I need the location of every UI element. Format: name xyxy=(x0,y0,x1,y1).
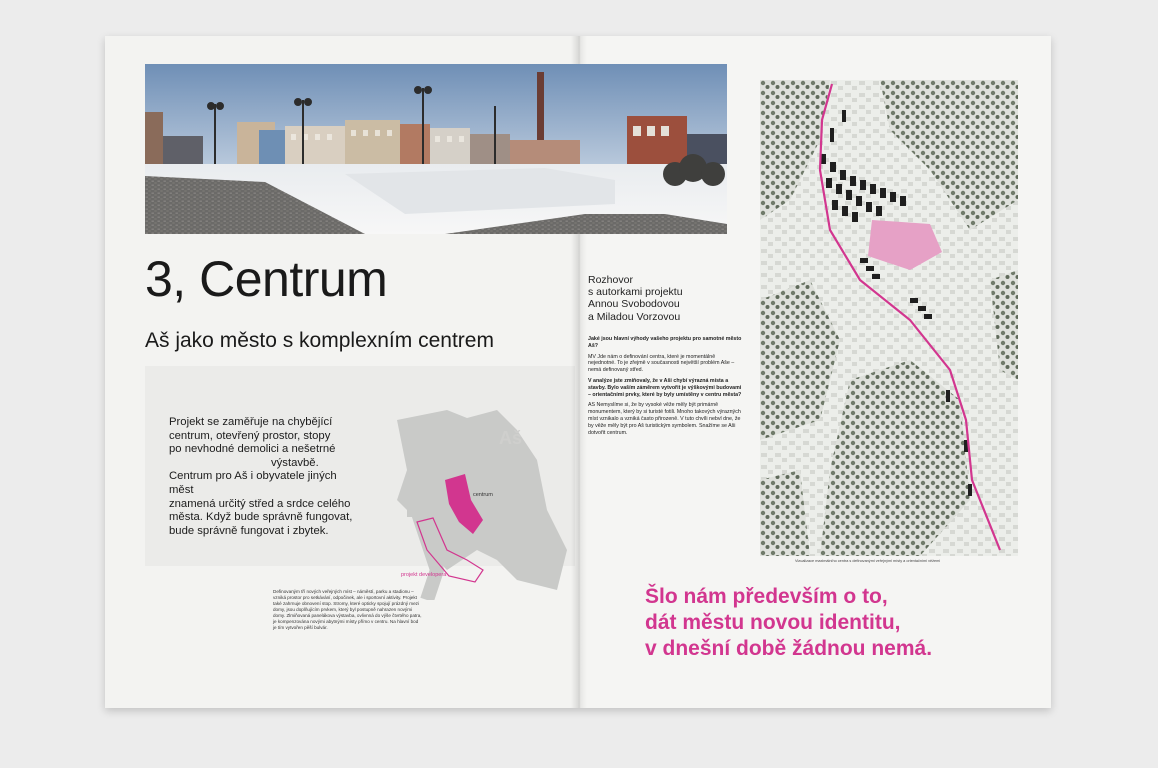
interview-title xyxy=(588,274,718,323)
interview-answer: MV Jde nám o definování centra, které je momentálně nejednotné. To je zřejmě v současnosti největší problém Aše – nemá definovaný střed. xyxy=(588,353,735,374)
caption-line: je tím vytvořen pěší bulvár. xyxy=(273,625,328,630)
map-caption-left xyxy=(273,589,423,631)
pull-quote-line: Šlo nám především o to, xyxy=(645,585,888,608)
caption-line: vzniká prostor pro setkávání, odpočinek, ale i sportovní aktivity. Projekt xyxy=(273,595,417,600)
interview-text xyxy=(588,336,743,440)
intro-line: bude správně fungovat i zbytek. xyxy=(169,524,329,537)
interview-answer: AS Nemyslíme si, že by vysoké věže měly být primárně monumentem, který by si turisté fotili. Mnoho takových výrazných míst vznikalo a vzniká často přirozeně. V tuto chvíli nebvl dne, že by věže měly být pro Aš turistickým symbolem. Snažíme se Aši dotvořit centrum. xyxy=(588,402,741,436)
town-square-photo xyxy=(145,64,727,234)
interview-question: V analýze jste zmiňovaly, že v Aši chybí výrazná místa a stavby. Bylo vaším záměrem vytvořit je výškovými budovami – orientačními prvky, které by byly umístěny v centru města? xyxy=(588,377,742,398)
intro-line: znamená určitý střed a srdce celého xyxy=(169,497,351,510)
magazine-spread xyxy=(105,36,1051,708)
page-title: 3, Centrum xyxy=(145,251,388,307)
map-caption-right: Vizualizace maximálního centra s definovanými veřejnými místy a orientačními věžemi xyxy=(795,559,941,563)
intro-line: Centrum pro Aš i obyvatele jiných měst xyxy=(169,470,337,496)
interview-question: Jaké jsou hlavní výhody vašeho projektu pro samotné město Aš? xyxy=(588,336,742,349)
caption-line: je kompenzována novými abytnými místy přímo v centru. Na hlavní bod xyxy=(273,619,419,624)
city-plan-map xyxy=(760,80,1018,556)
map-label-town: Aš xyxy=(499,428,523,448)
pull-quote xyxy=(645,584,1025,662)
intro-line: centrum, otevřený prostor, stopy xyxy=(169,429,331,442)
intro-line: Projekt se zaměřuje na chybějící xyxy=(169,416,333,428)
caption-line: domy, jsou doplňujícím prvkem, který byl postupně nahrazen novými xyxy=(273,607,413,612)
interview-title-line: s autorkami projektu xyxy=(588,286,683,299)
page-subtitle: Aš jako město s komplexním centrem xyxy=(145,329,494,352)
intro-paragraph xyxy=(169,416,359,538)
interview-title-line: Annou Svobodovou xyxy=(588,298,680,311)
intro-line: města. Když bude správně fungovat, xyxy=(169,511,353,524)
interview-title-line: Rozhovor xyxy=(588,274,633,286)
town-outline-map xyxy=(387,400,577,600)
interview-title-line: a Miladou Vorzovou xyxy=(588,310,681,323)
pull-quote-line: dát městu novou identitu, xyxy=(645,611,901,634)
map-label-center: centrum xyxy=(473,492,493,498)
caption-line: Definovaným tří nových veřejných míst – náměstí, parku a stadionu – xyxy=(273,589,414,594)
pull-quote-line: v dnešní době žádnou nemá. xyxy=(645,637,933,660)
map-label-developer: projekt developera xyxy=(401,572,447,578)
intro-line: výstavbě. xyxy=(271,456,319,469)
caption-line: také zahrnuje obnovení stop. Stromy, které opticky spojují prázdný mezi xyxy=(273,601,419,606)
caption-line: domy. Zlmiňovaná panelákova výstavba, ovlivnná do výše čtvrtého patra, xyxy=(273,613,422,618)
intro-line: po nevhodné demolici a nešetrné xyxy=(169,443,336,456)
